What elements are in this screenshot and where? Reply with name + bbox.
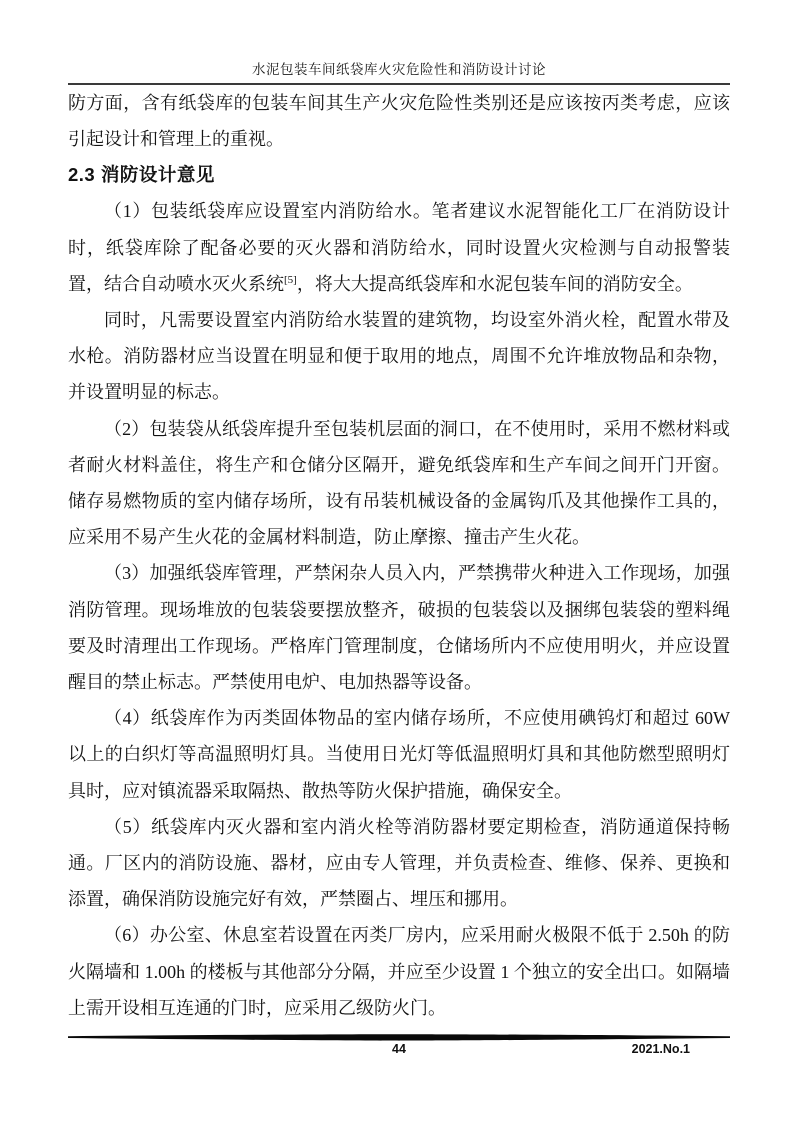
paragraph-5: （4）纸袋库作为丙类固体物品的室内储存场所，不应使用碘钨灯和超过 60W 以上的白织灯等高温照明灯具。当使用日光灯等低温照明灯具和其他防燃型照明灯具时，应对镇流器采取隔热、散热等防火保护措施，确保安全。 bbox=[68, 708, 730, 801]
paragraph-6: （5）纸袋库内灭火器和室内消火栓等消防器材要定期检查，消防通道保持畅通。厂区内的消防设施、器材，应由专人管理，并负责检查、维修、保养、更换和添置，确保消防设施完好有效，严禁圈占、埋压和挪用。 bbox=[68, 816, 730, 910]
footer-meta bbox=[68, 1042, 730, 1060]
page-number: 44 bbox=[392, 1042, 406, 1056]
paragraph-7: （6）办公室、休息室若设置在丙类厂房内，应采用耐火极限不低于 2.50h 的防火隔墙和 1.00h 的楼板与其他部分分隔，并应至少设置 1 个独立的安全出口。如隔墙上需开设相互连通的门时，应采用乙级防火门。 bbox=[68, 925, 730, 1018]
paragraph-1 bbox=[68, 193, 730, 302]
section-heading: 2.3 消防设计意见 bbox=[68, 164, 215, 186]
paragraph-4: （3）加强纸袋库管理，严禁闲杂人员入内，严禁携带火种进入工作现场，加强消防管理。现场堆放的包装袋要摆放整齐，破损的包装袋以及捆绑包装袋的塑料绳要及时清理出工作现场。严格库门管理制度，仓储场所内不应使用明火，并应设置醒目的禁止标志。严禁使用电炉、电加热器等设备。 bbox=[68, 563, 730, 693]
running-title: 水泥包装车间纸袋库火灾危险性和消防设计讨论 bbox=[252, 62, 546, 77]
citation-superscript: [5] bbox=[284, 273, 297, 286]
page-footer bbox=[68, 1034, 730, 1060]
body-text bbox=[68, 85, 730, 1026]
paragraph-3: （2）包装袋从纸袋库提升至包装机层面的洞口，在不使用时，采用不燃材料或者耐火材料盖住，将生产和仓储分区隔开，避免纸袋库和生产车间之间开门开窗。储存易燃物质的室内储存场所，设有吊装机械设备的金属钩爪及其他操作工具的，应采用不易产生火花的金属材料制造，防止摩擦、撞击产生火花。 bbox=[68, 418, 730, 548]
paragraph-2: 同时，凡需要设置室内消防给水装置的建筑物，均设室外消火栓，配置水带及水枪。消防器材应当设置在明显和便于取用的地点，周围不允许堆放物品和杂物，并设置明显的标志。 bbox=[68, 310, 730, 403]
footer-rule bbox=[68, 1034, 730, 1041]
paragraph-1-text-after-citation: ，将大大提高纸袋库和水泥包装车间的消防安全。 bbox=[296, 273, 693, 294]
issue-label: 2021.No.1 bbox=[631, 1042, 690, 1056]
intro-continuation-paragraph: 防方面，含有纸袋库的包装车间其生产火灾危险性类别还是应该按丙类考虑，应该引起设计和管理上的重视。 bbox=[68, 93, 730, 150]
paragraph-1-text: （1）包装纸袋库应设置室内消防给水。笔者建议水泥智能化工厂在消防设计时，纸袋库除了配备必要的灭火器和消防给水，同时设置火灾检测与自动报警装置，结合自动喷水灭火系统 bbox=[68, 201, 730, 294]
